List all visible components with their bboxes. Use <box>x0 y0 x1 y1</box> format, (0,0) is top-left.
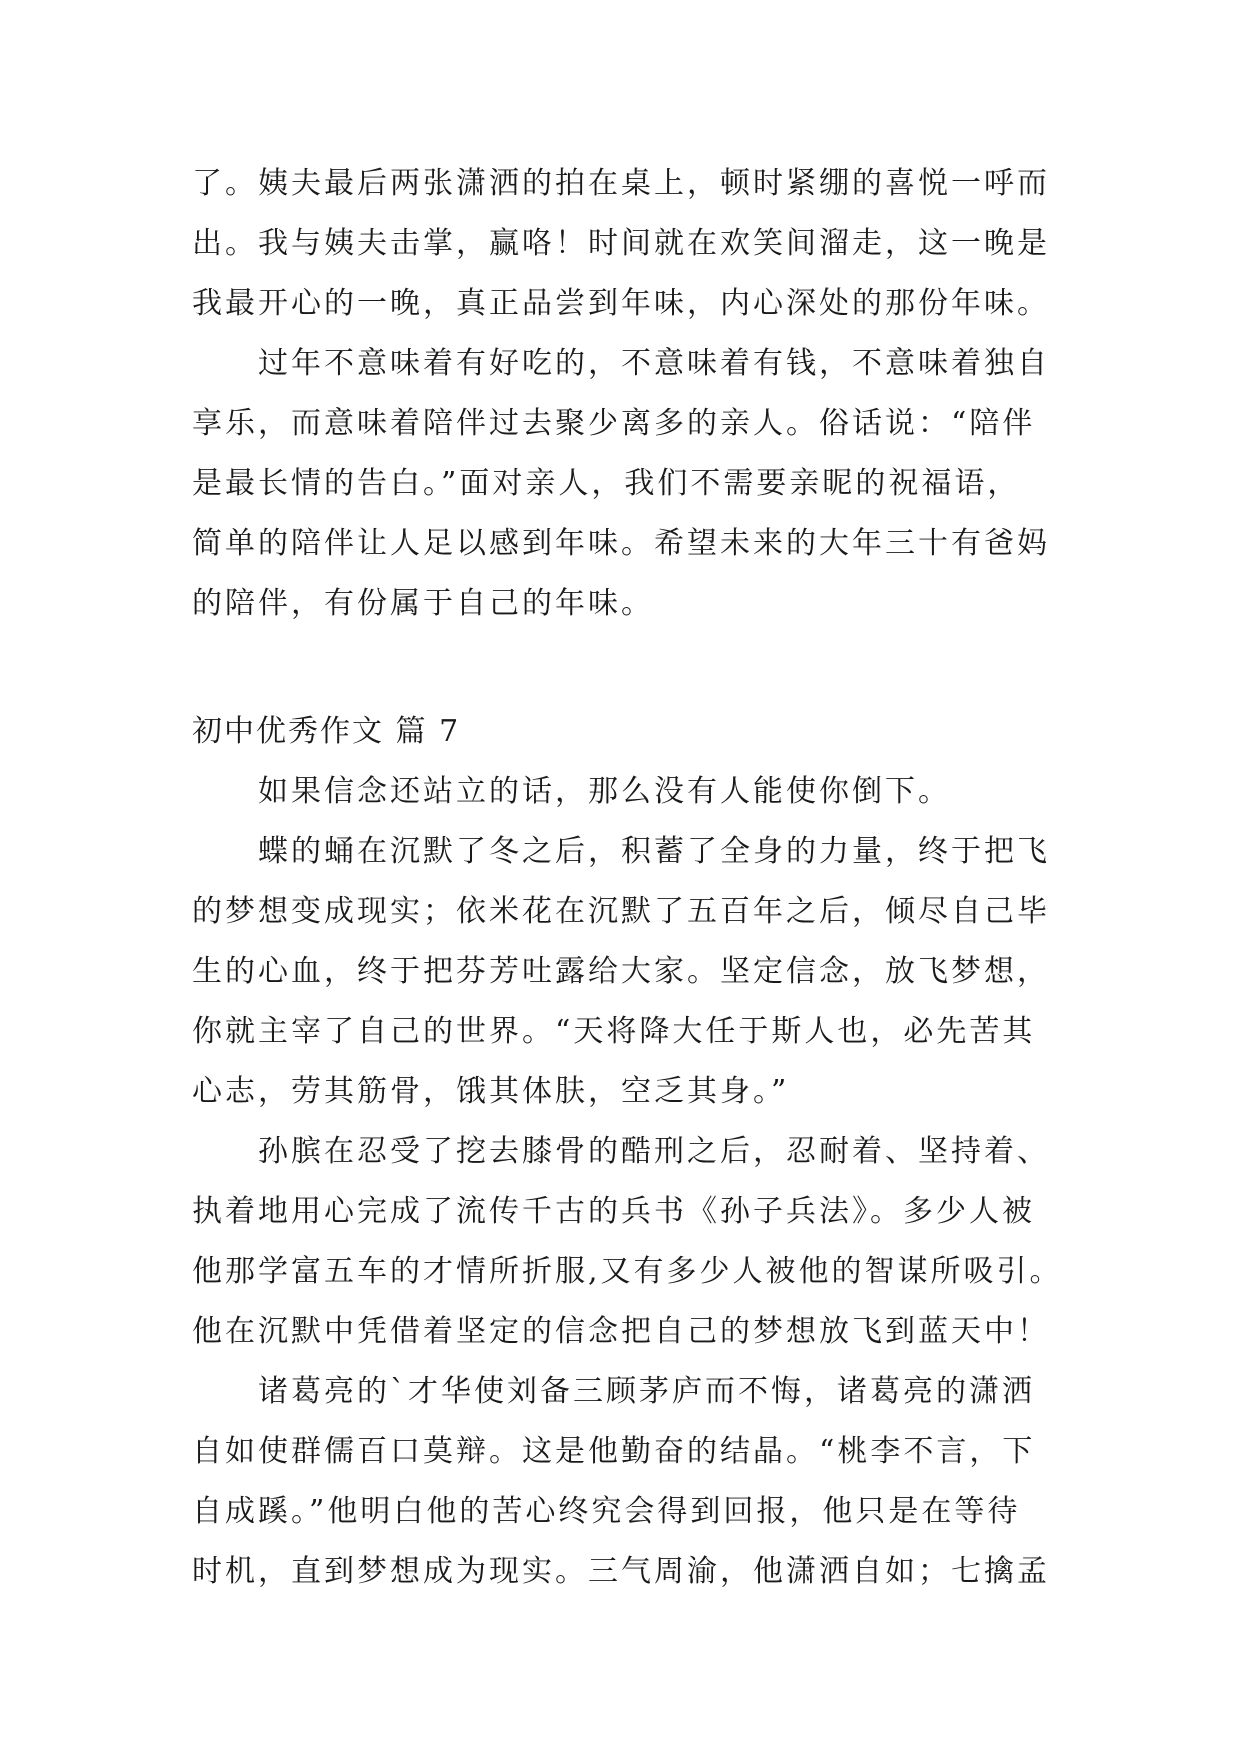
text-line: 自成蹊。”他明白他的苦心终究会得到回报，他只是在等待 <box>192 1494 1021 1529</box>
text-line: 他那学富五车的才情所折服,又有多少人被他的智谋所吸引。 <box>192 1254 1063 1289</box>
text-line: 了。姨夫最后两张潇洒的拍在桌上，顿时紧绷的喜悦一呼而 <box>192 166 1050 201</box>
text-line: 你就主宰了自己的世界。“天将降大任于斯人也，必先苦其 <box>192 1014 1036 1049</box>
text-line: 孙膑在忍受了挖去膝骨的酷刑之后，忍耐着、坚持着、 <box>258 1134 1050 1169</box>
text-line: 的梦想变成现实；依米花在沉默了五百年之后，倾尽自己毕 <box>192 894 1050 929</box>
text-line: 出。我与姨夫击掌，赢咯！时间就在欢笑间溜走，这一晚是 <box>192 226 1050 261</box>
text-line: 他在沉默中凭借着坚定的信念把自己的梦想放飞到蓝天中！ <box>192 1314 1050 1349</box>
text-line: 蝶的蛹在沉默了冬之后，积蓄了全身的力量，终于把飞 <box>258 834 1050 869</box>
text-line: 是最长情的告白。”面对亲人，我们不需要亲昵的祝福语， <box>192 466 1021 501</box>
text-line: 执着地用心完成了流传千古的兵书《孙子兵法》。多少人被 <box>192 1194 1035 1229</box>
section-a <box>192 154 1072 1602</box>
text-line: 诸葛亮的`才华使刘备三顾茅庐而不悔，诸葛亮的潇洒 <box>258 1374 1035 1409</box>
text-line: 享乐，而意味着陪伴过去聚少离多的亲人。俗话说：“陪伴 <box>192 406 1036 441</box>
essay-heading: 初中优秀作文 篇 7 <box>192 714 461 749</box>
text-line: 生的心血，终于把芬芳吐露给大家。坚定信念，放飞梦想， <box>192 954 1050 989</box>
text-line: 时机，直到梦想成为现实。三气周渝，他潇洒自如；七擒孟 <box>192 1554 1050 1589</box>
text-line: 如果信念还站立的话，那么没有人能使你倒下。 <box>258 774 951 809</box>
text-line: 心志，劳其筋骨，饿其体肤，空乏其身。” <box>192 1074 790 1109</box>
text-line: 简单的陪伴让人足以感到年味。希望未来的大年三十有爸妈 <box>192 526 1050 561</box>
text-line: 的陪伴，有份属于自己的年味。 <box>192 586 654 621</box>
section-gap <box>192 634 1072 702</box>
text-line: 自如使群儒百口莫辩。这是他勤奋的结晶。“桃李不言，下 <box>192 1434 1036 1469</box>
text-line: 过年不意味着有好吃的，不意味着有钱，不意味着独自 <box>258 346 1050 381</box>
text-line: 我最开心的一晚，真正品尝到年味，内心深处的那份年味。 <box>192 286 1050 321</box>
